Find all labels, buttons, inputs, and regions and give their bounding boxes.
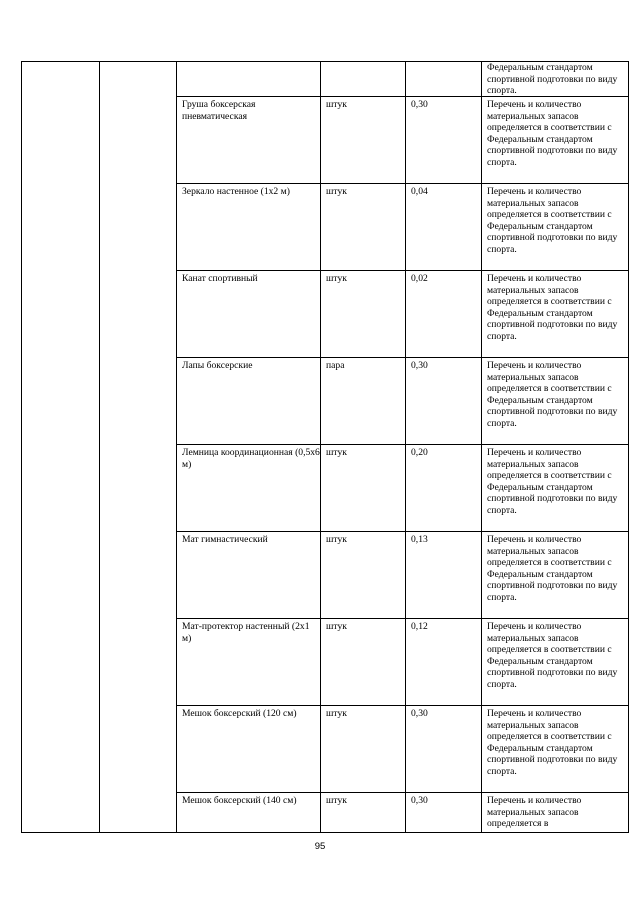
quantity-cell: 0,04	[411, 186, 428, 197]
note-cell: Перечень и количество материальных запасов определяется в соответствии с Федеральным стандартом спортивной подготовки по виду спорта.	[487, 534, 618, 603]
unit-cell: штук	[326, 99, 347, 110]
unit-cell: штук	[326, 186, 347, 197]
quantity-cell: 0,30	[411, 708, 428, 719]
item-name-cell: Мат-протектор настенный (2х1 м)	[182, 621, 310, 644]
item-name-cell: Зеркало настенное (1х2 м)	[182, 186, 290, 197]
row-divider	[176, 444, 628, 445]
quantity-cell: 0,30	[411, 795, 428, 806]
item-name-cell: Мешок боксерский (120 см)	[182, 708, 297, 719]
note-cell: Перечень и количество материальных запасов определяется в соответствии с Федеральным стандартом спортивной подготовки по виду спорта.	[487, 360, 618, 429]
unit-cell: штук	[326, 273, 347, 284]
column-divider	[320, 62, 321, 832]
row-divider	[176, 183, 628, 184]
column-divider	[176, 62, 177, 832]
note-cell: Перечень и количество материальных запасов определяется в соответствии с Федеральным стандартом спортивной подготовки по виду спорта.	[487, 708, 618, 777]
note-cell: Перечень и количество материальных запасов определяется в соответствии с Федеральным стандартом спортивной подготовки по виду спорта.	[487, 447, 618, 516]
note-cell: Перечень и количество материальных запасов определяется в соответствии с Федеральным стандартом спортивной подготовки по виду спорта.	[487, 621, 618, 690]
unit-cell: штук	[326, 621, 347, 632]
unit-cell: штук	[326, 795, 347, 806]
quantity-cell: 0,12	[411, 621, 428, 632]
quantity-cell: 0,30	[411, 360, 428, 371]
unit-cell: штук	[326, 447, 347, 458]
unit-cell: пара	[326, 360, 345, 371]
row-divider	[176, 792, 628, 793]
note-cell: Перечень и количество материальных запасов определяется в соответствии с Федеральным стандартом спортивной подготовки по виду спорта.	[487, 273, 618, 342]
equipment-table	[21, 61, 629, 833]
note-cell: Перечень и количество материальных запасов определяется в соответствии с Федеральным стандартом спортивной подготовки по виду спорта.	[487, 99, 618, 168]
note-cell: Перечень и количество материальных запасов определяется в соответствии с Федеральным стандартом спортивной подготовки по виду спорта.	[487, 186, 618, 255]
item-name-cell: Мат гимнастический	[182, 534, 268, 545]
item-name-cell: Лемница координационная (0,5х6 м)	[182, 447, 320, 470]
quantity-cell: 0,02	[411, 273, 428, 284]
item-name-cell: Груша боксерская пневматическая	[182, 99, 256, 122]
continued-note-cell: Федеральным стандартом спортивной подготовки по виду спорта.	[487, 62, 618, 96]
unit-cell: штук	[326, 534, 347, 545]
unit-cell: штук	[326, 708, 347, 719]
quantity-cell: 0,30	[411, 99, 428, 110]
item-name-cell: Мешок боксерский (140 см)	[182, 795, 297, 806]
row-divider	[176, 705, 628, 706]
row-divider	[176, 618, 628, 619]
row-divider	[176, 270, 628, 271]
quantity-cell: 0,20	[411, 447, 428, 458]
page-number: 95	[314, 841, 326, 852]
item-name-cell: Лапы боксерские	[182, 360, 253, 371]
item-name-cell: Канат спортивный	[182, 273, 258, 284]
row-divider	[176, 531, 628, 532]
row-divider	[176, 357, 628, 358]
quantity-cell: 0,13	[411, 534, 428, 545]
note-cell: Перечень и количество материальных запасов определяется в	[487, 795, 582, 829]
column-divider	[99, 62, 100, 832]
